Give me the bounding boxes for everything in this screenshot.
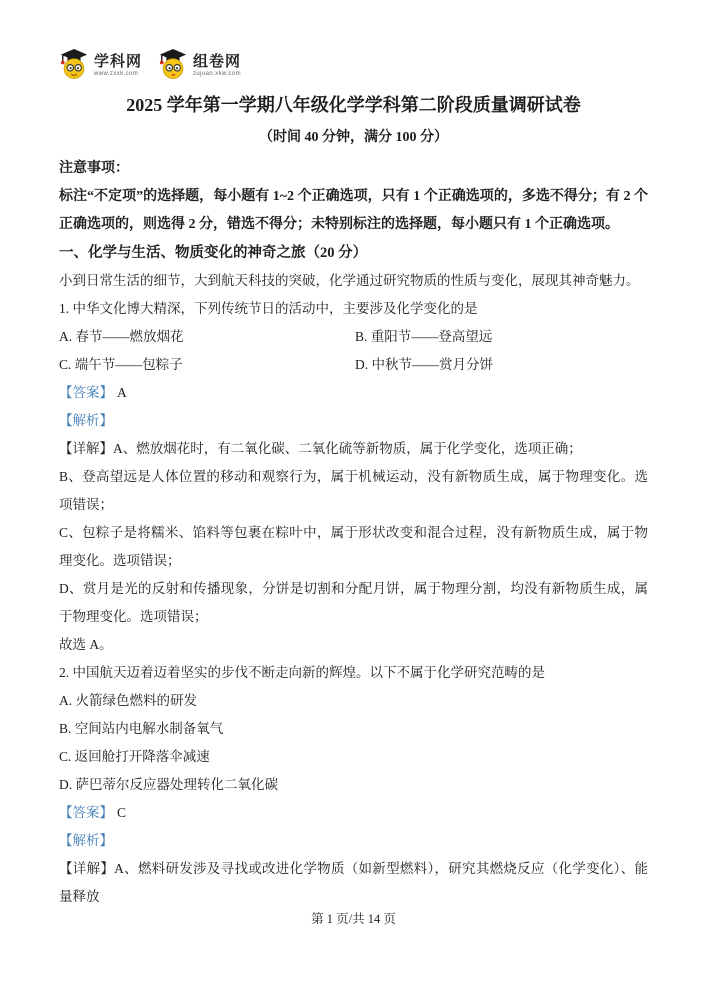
- answer-label: 【答案】: [59, 385, 113, 400]
- exam-title: 2025 学年第一学期八年级化学学科第二阶段质量调研试卷: [126, 95, 581, 115]
- zujuan-mascot-icon: [158, 46, 188, 85]
- exam-subtitle: （时间 40 分钟，满分 100 分）: [259, 130, 448, 145]
- question2-stem: 2. 中国航天迈着迈着坚实的步伐不断走向新的辉煌。以下不属于化学研究范畴的是: [59, 665, 545, 680]
- question1-stem: 1. 中华文化博大精深，下列传统节日的活动中，主要涉及化学变化的是: [59, 301, 478, 316]
- question2-option-d: D. 萨巴蒂尔反应器处理转化二氧化碳: [59, 777, 278, 792]
- question1-option-b: B. 重阳节——登高望远: [355, 329, 493, 344]
- question1-options: [59, 323, 648, 379]
- question1-option-d: D. 中秋节——赏月分饼: [355, 357, 493, 372]
- notice-heading: 注意事项：: [59, 161, 129, 176]
- question2-detail-a: 【详解】A、燃料研发涉及寻找或改进化学物质（如新型燃料），研究其燃烧反应（化学变化）、能量释放: [59, 861, 648, 904]
- question2-analysis-line: [59, 827, 648, 855]
- question1-option-c: C. 端午节——包粽子: [59, 357, 183, 372]
- question2-option-c: C. 返回舱打开降落伞减速: [59, 749, 210, 764]
- zujuan-logo-name: 组卷网: [193, 52, 242, 70]
- question2-option-b: B. 空间站内电解水制备氧气: [59, 721, 224, 736]
- answer-label: 【答案】: [59, 805, 113, 820]
- question1-detail-a: 【详解】A、燃放烟花时，有二氧化碳、二氧化硫等新物质，属于化学变化，选项正确；: [59, 441, 582, 456]
- page-indicator: 第 1 页/共 14 页: [311, 912, 396, 926]
- zujuan-logo-url: zujuan.xkw.com: [193, 70, 241, 77]
- logo-row: [0, 0, 707, 84]
- question1-option-a: A. 春节——燃放烟花: [59, 329, 184, 344]
- xkw-logo: [59, 46, 142, 85]
- question1-detail-b: B、登高望远是人体位置的移动和观察行为，属于机械运动，没有新物质生成，属于物理变化。选项错误；: [59, 469, 648, 512]
- question1-detail-conclusion: 故选 A。: [59, 637, 113, 652]
- xkw-logo-url: www.zxxk.com: [94, 70, 139, 77]
- question2-answer-line: [59, 799, 648, 827]
- question2-option-a: A. 火箭绿色燃料的研发: [59, 693, 197, 708]
- zujuan-logo: [158, 46, 241, 85]
- notice-body: 标注“不定项”的选择题，每小题有 1~2 个正确选项，只有 1 个正确选项的，多选不得分；有 2 个正确选项的，则选得 2 分，错选不得分；未特别标注的选择题，每小题只有 1 个正确选项。: [59, 189, 648, 232]
- section1-intro: 小到日常生活的细节，大到航天科技的突破，化学通过研究物质的性质与变化，展现其神奇魅力。: [59, 273, 640, 288]
- xkw-mascot-icon: [59, 46, 89, 85]
- question1-detail-d: D、赏月是光的反射和传播现象，分饼是切割和分配月饼，属于物理分割，均没有新物质生成，属于物理变化。选项错误；: [59, 581, 648, 624]
- question1-answer-value: A: [117, 385, 127, 400]
- question1-analysis-line: [59, 407, 648, 435]
- question1-answer-line: [59, 379, 648, 407]
- analysis-label: 【解析】: [59, 833, 113, 848]
- xkw-logo-name: 学科网: [94, 52, 143, 70]
- question1-detail-c: C、包粽子是将糯米、馅料等包裹在粽叶中，属于形状改变和混合过程，没有新物质生成，属于物理变化。选项错误；: [59, 525, 648, 568]
- analysis-label: 【解析】: [59, 413, 113, 428]
- question2-options: [59, 687, 648, 799]
- section1-heading: 一、化学与生活、物质变化的神奇之旅（20 分）: [59, 245, 368, 261]
- question2-answer-value: C: [117, 805, 127, 820]
